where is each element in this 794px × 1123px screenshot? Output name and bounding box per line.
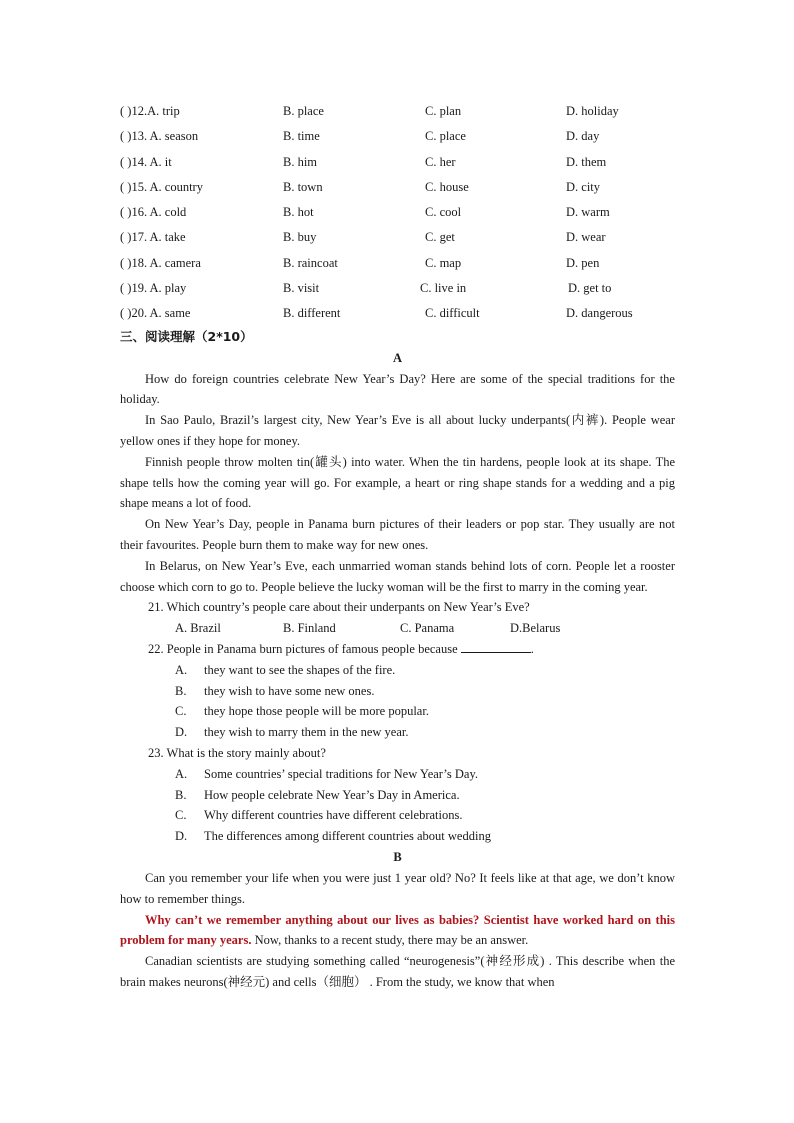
option-d: D. holiday <box>566 104 619 118</box>
option-d: D. warm <box>566 205 610 220</box>
option-letter: C. <box>175 808 187 823</box>
option-b: B. buy <box>283 230 317 245</box>
option-c: C. place <box>425 129 466 144</box>
mc-question-stem: ( )14. A. it <box>120 154 172 169</box>
paragraph: Canadian scientists are studying something called “neurogenesis”(神经形成) . This describe when the brain makes neurons(神经元) and cells（细胞） . From the study, we know that when <box>120 954 675 989</box>
question-stem-text: 22. People in Panama burn pictures of famous people because <box>148 642 458 657</box>
passage-b <box>120 847 675 993</box>
paragraph-text: Now, thanks to a recent study, there may be an answer. <box>251 933 529 948</box>
option-text: Some countries’ special traditions for New Year’s Day. <box>204 766 479 781</box>
paragraph: On New Year’s Day, people in Panama burn pictures of their leaders or pop star. They usually are not their favourites. People burn them to make way for new ones. <box>120 517 675 553</box>
mc-question-row <box>120 176 675 201</box>
highlighted-question: Why can’t we remember anything about our lives as babies? Scientist have worked hard on this problem for many years. <box>120 912 675 948</box>
option-row <box>120 681 675 702</box>
passage-a <box>120 348 675 598</box>
option-letter: B. <box>175 683 187 698</box>
option-b: B. place <box>283 104 324 118</box>
option-d: D. them <box>566 154 607 169</box>
mc-question-row <box>120 100 675 125</box>
option-d: D. city <box>566 179 601 194</box>
paragraph: Finnish people throw molten tin(罐头) into water. When the tin hardens, people look at its shape. The shape tells how the coming year will go. For example, a heart or ring shape stands for a wedding and a pig shape means a lot of food. <box>120 454 675 511</box>
option-text: they want to see the shapes of the fire. <box>204 662 396 677</box>
option-c: C. Panama <box>400 621 455 636</box>
option-text: How people celebrate New Year’s Day in America. <box>204 787 460 802</box>
option-text: Why different countries have different celebrations. <box>204 808 463 823</box>
mc-question-stem: ( )16. A. cold <box>120 205 187 220</box>
passage-label: A <box>392 350 403 365</box>
mc-question-row <box>120 252 675 277</box>
option-letter: A. <box>175 662 188 677</box>
option-c: C. get <box>425 230 455 245</box>
question-21 <box>120 597 675 639</box>
inline-options <box>120 618 675 639</box>
paragraph: Can you remember your life when you were just 1 year old? No? It feels like at that age, we don’t know how to remember things. <box>120 871 675 906</box>
option-row <box>120 722 675 743</box>
mc-question-row <box>120 125 675 150</box>
option-d: D. get to <box>568 281 612 296</box>
question-stem: 21. Which country’s people care about their underpants on New Year’s Eve? <box>148 600 530 615</box>
mc-question-stem: ( )12.A. trip <box>120 104 180 118</box>
option-b: B. him <box>283 154 318 169</box>
mc-question-stem: ( )15. A. country <box>120 179 203 194</box>
option-d: D. day <box>566 129 600 144</box>
paragraph: In Sao Paulo, Brazil’s largest city, New Year’s Eve is all about lucky underpants(内裤). People wear yellow ones if they hope for money. <box>120 413 675 449</box>
question-23 <box>120 743 675 847</box>
answer-blank[interactable] <box>461 640 531 653</box>
question-22 <box>120 639 675 743</box>
option-d: D. dangerous <box>566 306 633 321</box>
option-letter: D. <box>175 725 188 740</box>
option-c: C. live in <box>420 281 467 296</box>
mc-question-stem: ( )19. A. play <box>120 281 187 296</box>
option-letter: A. <box>175 766 188 781</box>
option-c: C. house <box>425 179 469 194</box>
option-b: B. raincoat <box>283 255 338 270</box>
option-row <box>120 701 675 722</box>
option-row <box>120 805 675 826</box>
mc-question-stem: ( )17. A. take <box>120 230 186 245</box>
option-text: The differences among different countries about wedding <box>204 829 491 844</box>
option-row <box>120 660 675 681</box>
option-b: B. time <box>283 129 320 144</box>
option-text: they wish to have some new ones. <box>204 683 375 698</box>
mc-question-stem: ( )20. A. same <box>120 306 191 321</box>
question-stem <box>120 639 675 660</box>
option-letter: C. <box>175 704 187 719</box>
option-b: B. town <box>283 179 323 194</box>
exam-page <box>120 100 675 993</box>
mc-question-row <box>120 151 675 176</box>
option-row <box>120 826 675 847</box>
option-d: D. wear <box>566 230 606 245</box>
option-b: B. Finland <box>283 621 336 636</box>
option-row <box>120 785 675 806</box>
option-c: C. difficult <box>425 306 480 321</box>
question-stem: 23. What is the story mainly about? <box>148 746 326 761</box>
question-stem-end: . <box>530 642 534 657</box>
mc-question-row <box>120 226 675 251</box>
paragraph: In Belarus, on New Year’s Eve, each unmarried woman stands behind lots of corn. People let a rooster choose which corn to go to. People believe the lucky woman will be the first to marry in the coming year. <box>120 558 675 594</box>
option-b: B. hot <box>283 205 314 220</box>
option-d: D.Belarus <box>510 621 561 636</box>
mc-question-row <box>120 201 675 226</box>
section-title-reading: 三、阅读理解（2*10） <box>120 328 253 344</box>
mc-question-row <box>120 302 675 327</box>
multiple-choice-section <box>120 100 675 328</box>
option-a: A. Brazil <box>175 621 221 636</box>
mc-question-stem: ( )18. A. camera <box>120 255 201 270</box>
option-c: C. her <box>425 154 456 169</box>
option-b: B. different <box>283 306 341 321</box>
option-letter: D. <box>175 829 188 844</box>
option-c: C. cool <box>425 205 462 220</box>
option-d: D. pen <box>566 255 600 270</box>
option-text: they wish to marry them in the new year. <box>204 725 409 740</box>
option-b: B. visit <box>283 281 320 296</box>
mc-question-row <box>120 277 675 302</box>
option-row <box>120 764 675 785</box>
option-c: C. plan <box>425 104 462 118</box>
paragraph: How do foreign countries celebrate New Year’s Day? Here are some of the special traditions for the holiday. <box>120 371 675 407</box>
passage-label: B <box>393 850 402 864</box>
paragraph <box>120 910 675 952</box>
mc-question-stem: ( )13. A. season <box>120 129 199 144</box>
option-letter: B. <box>175 787 187 802</box>
option-text: they hope those people will be more popular. <box>204 704 429 719</box>
option-c: C. map <box>425 255 462 270</box>
